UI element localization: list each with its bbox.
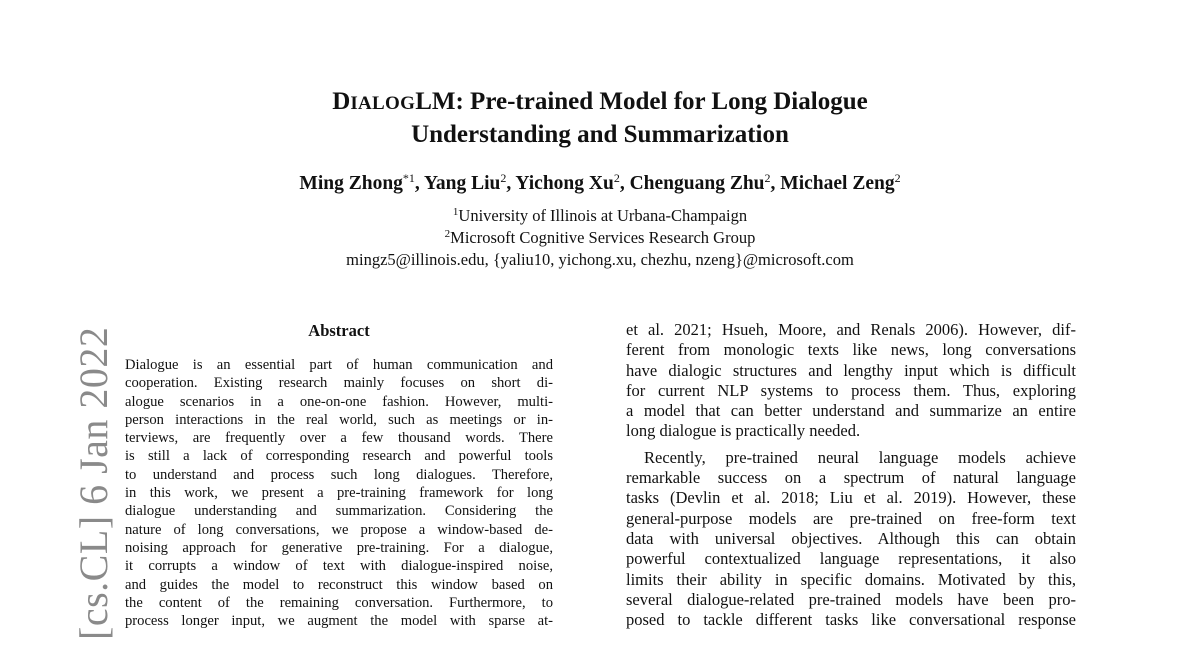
intro-paragraph-2 <box>626 448 1076 631</box>
affiliation-line <box>0 227 1200 249</box>
body-line: long dialogue is practically needed. <box>626 421 861 441</box>
author-mark: *1 <box>402 171 415 185</box>
author-name: Michael Zeng <box>780 173 895 194</box>
affiliations <box>0 205 1200 271</box>
author-name: Ming Zhong <box>299 173 403 194</box>
body-line: et al. 2021; Hsueh, Moore, and Renals 2006). However, dif- <box>626 320 1076 339</box>
abstract-line: cooperation. Existing research mainly focuses on short di- <box>125 375 553 392</box>
intro-paragraph-1 <box>626 320 1076 442</box>
abstract-line: it corrupts a window of text with dialogue-inspired noise, <box>125 558 553 575</box>
affiliation-text: University of Illinois at Urbana-Champaign <box>458 206 748 225</box>
abstract-line: nature of long conversations, we propose a window-based de- <box>125 521 553 538</box>
affiliation-line <box>0 205 1200 227</box>
paper-title-line-1: DIALOGLM: Pre-trained Model for Long Dialogue <box>332 88 868 115</box>
arxiv-stamp-text: [cs.CL] 6 Jan 2022 <box>71 326 116 640</box>
body-line: remarkable success on a spectrum of natural language <box>626 468 1076 488</box>
body-line: general-purpose models are pre-trained on free-form text <box>626 508 1076 528</box>
paper-title <box>0 86 1200 150</box>
affiliation-mark: 1 <box>452 206 459 218</box>
abstract-line: and guides the model to reconstruct this window based on <box>125 576 553 593</box>
abstract-line: is still a lack of corresponding research and powerful tools <box>125 448 553 465</box>
abstract-line: the content of the remaining conversation. Furthermore, to <box>125 594 553 611</box>
author-emails: mingz5@illinois.edu, {yaliu10, yichong.xu, chezhu, nzeng}@microsoft.com <box>346 250 854 269</box>
abstract-line: to understand and process such long dialogues. Therefore, <box>125 466 553 483</box>
author-name: Yichong Xu <box>515 173 614 194</box>
arxiv-stamp <box>28 326 116 640</box>
body-line: posed to tackle different tasks like conversational response <box>626 610 1076 630</box>
right-column <box>626 320 1076 630</box>
author-mark: 2 <box>894 171 901 185</box>
author-mark: 2 <box>500 171 507 185</box>
body-line: for current NLP systems to process them. Thus, exploring <box>626 380 1076 400</box>
body-line: several dialogue-related pre-trained models have been pro- <box>626 589 1076 609</box>
abstract-line: terviews, are frequently over a few thousand words. There <box>125 430 553 447</box>
body-line: limits their ability in specific domains. Motivated by this, <box>626 569 1076 589</box>
author-list: Ming Zhong$^{*1}$, Yang Liu$^2$, Yichong Xu$^2$, Chenguang Zhu$^2$, Michael Zeng$^2$ <box>299 171 901 194</box>
affiliation-text: Microsoft Cognitive Services Research Group <box>450 228 756 247</box>
abstract-line: process longer input, we augment the model with sparse at- <box>125 613 553 630</box>
paper-title-line-2: Understanding and Summarization <box>411 121 789 148</box>
body-line: ferent from monologic texts like news, long conversations <box>626 340 1076 360</box>
author-name: Yang Liu <box>423 173 501 194</box>
body-line: powerful contextualized language representations, it also <box>626 549 1076 569</box>
abstract-line: noising approach for generative pre-training. For a dialogue, <box>125 539 553 556</box>
abstract-line: alogue scenarios in a one-on-one fashion. However, multi- <box>125 393 553 410</box>
affiliation-mark: 2 <box>444 228 451 240</box>
abstract-heading: Abstract <box>308 321 370 340</box>
body-line: have dialogic structures and lengthy input which is difficult <box>626 360 1076 380</box>
body-line: Recently, pre-trained neural language models achieve <box>644 447 1076 467</box>
author-mark: 2 <box>613 171 620 185</box>
abstract-body <box>125 356 553 630</box>
abstract-line: dialogue understanding and summarization. Considering the <box>125 503 553 520</box>
abstract-line: person interactions in the real world, such as meetings or in- <box>125 411 553 428</box>
author-mark: 2 <box>764 171 771 185</box>
author-name: Chenguang Zhu <box>629 173 765 194</box>
body-line: a model that can better understand and summarize an entire <box>626 401 1076 421</box>
abstract-line: Dialogue is an essential part of human communication and <box>125 357 553 373</box>
body-line: tasks (Devlin et al. 2018; Liu et al. 2019). However, these <box>626 488 1076 508</box>
body-line: data with universal objectives. Although this can obtain <box>626 528 1076 548</box>
abstract-line: in this work, we present a pre-training framework for long <box>125 485 553 502</box>
left-column <box>125 320 553 630</box>
